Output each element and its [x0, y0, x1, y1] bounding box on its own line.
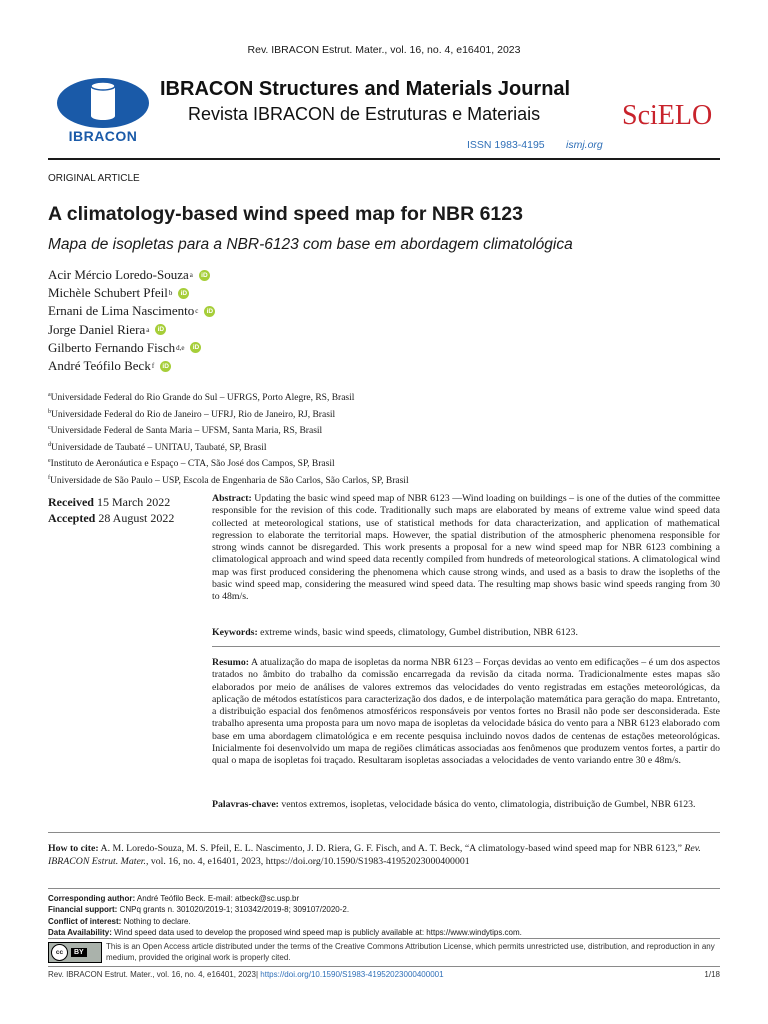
affiliation-text: Universidade Federal do Rio de Janeiro – UFRJ, Rio de Janeiro, RJ, Brasil — [51, 409, 336, 420]
author-affiliation-mark: a — [146, 325, 150, 334]
keywords-text: extreme winds, basic wind speeds, climatology, Gumbel distribution, NBR 6123. — [260, 627, 578, 638]
accepted-label: Accepted — [48, 511, 96, 525]
author-affiliation-mark: f — [151, 362, 155, 371]
license-text: This is an Open Access article distributed under the terms of the Creative Commons Attribution License, which permits unrestricted use, distribution, and reproduction in any medium, provided the original work is properly cited. — [106, 942, 715, 962]
author-name: Jorge Daniel Riera — [48, 321, 146, 337]
how-to-cite-journal: Rev. IBRACON Estrut. Mater. — [48, 843, 701, 867]
issn: ISSN 1983-4195 — [467, 139, 545, 151]
abstract-label: Abstract: — [212, 493, 252, 504]
palavras-chave-label: Palavras-chave: — [212, 799, 279, 810]
article-subtitle: Mapa de isopletas para a NBR-6123 com base em abordagem climatológica — [48, 236, 573, 253]
orcid-icon[interactable]: iD — [190, 342, 201, 353]
affiliation — [48, 472, 409, 489]
orcid-icon[interactable]: iD — [204, 306, 215, 317]
affiliation-list — [48, 389, 409, 488]
palavras-chave — [212, 799, 720, 811]
received-value: 15 March 2022 — [96, 495, 171, 509]
author-list — [48, 266, 215, 375]
orcid-icon[interactable]: iD — [178, 288, 189, 299]
author-affiliation-mark: a — [189, 271, 193, 279]
journal-subtitle: Revista IBRACON de Estruturas e Materiais — [188, 104, 541, 124]
page-number: 1/18 — [704, 970, 720, 979]
conflict-of-interest — [48, 916, 720, 927]
how-to-cite — [48, 843, 720, 868]
resumo-label: Resumo: — [212, 657, 250, 668]
affiliation-mark: a — [48, 392, 51, 398]
meta-label: Conflict of interest: — [48, 916, 122, 926]
affiliation-text: Instituto de Aeronáutica e Espaço – CTA, São José dos Campos, SP, Brasil — [50, 459, 335, 469]
author — [48, 339, 215, 357]
affiliation-text: Universidade de Taubaté – UNITAU, Taubaté, SP, Brasil — [51, 442, 267, 453]
by-icon: BY — [71, 948, 87, 957]
cc-by-license-icon[interactable] — [48, 942, 102, 963]
abstract-text: Updating the basic wind speed map of NBR 6123 —Wind loading on buildings – is one of the duties of the committee responsible for the revision of this code. Traditionally such maps are elaborated by means of extreme value wind speed data collected at meteorological stations, use of statistical methods for data characterization, and application of mathematical regression to elaborate the territorial maps. However, the spatial distribution of the atmospheric phenomena responsible for strong winds cannot be disregarded. This work presents a proposal for a new wind speed map for NBR 6123 combining a climatological approach and wind speed data recently compiled from hundreds of meteorological stations. A climatological wind map was first produced considering the phenomena which cause strong winds, and used as a basis to draw the isopleths of the basic wind speed map, considering the measured wind speed data. The resulting map shows basic wind speeds ranging from 30 to 48m/s. — [212, 493, 720, 603]
author-name: André Teófilo Beck — [48, 358, 151, 374]
author-name: Ernani de Lima Nascimento — [48, 303, 195, 319]
affiliation — [48, 389, 409, 406]
footer-journal-ref: Rev. IBRACON Estrut. Mater., vol. 16, no. 4, e16401, 2023| — [48, 970, 259, 979]
article-meta — [48, 893, 720, 938]
affiliation-text: Universidade de São Paulo – USP, Escola de Engenharia de São Carlos, São Carlos, SP, Brasil — [50, 475, 409, 486]
meta-text: André Teófilo Beck. E-mail: atbeck@sc.usp.br — [136, 894, 300, 903]
author-name: Acir Mércio Loredo-Souza — [48, 267, 189, 282]
meta-text: Nothing to declare. — [123, 916, 191, 926]
resumo-text: A atualização do mapa de isopletas da norma NBR 6123 – Forças devidas ao vento em edificações – é um dos aspectos tratados no âmbito do trabalho da comissão encarregada da revisão da citada norma. Tradicionalmente estes mapas são elaborados por meio de análises de valores extremos das velocidades do vento registradas em estações meteorológicas, da aplicação de métodos estatísticos para caracterização dos dados, e de interpolação matemática para geração do mapa. Entretanto, a distribuição espacial dos fenômenos atmosféricos responsáveis por ventos fortes no Brasil não pode ser desconsiderada. Este trabalho apresenta uma proposta para um novo mapa de isopletas da velocidade básica do vento para a NBR 6123 elaborado com base em uma abordagem climatológica e em recente pesquisa incluindo novos dados de centenas de estações meteorológicas. Inicialmente foi desenvolvido um mapa de regiões climáticas associadas aos fenômenos que produzem ventos fortes, a partir do qual o mapa de isopletas foi traçado. Resultaram isopletas associadas a velocidades de vento variando entre 30 e 48m/s. — [212, 657, 720, 767]
keywords-label: Keywords: — [212, 627, 258, 638]
affiliation-mark: e — [48, 458, 51, 464]
accepted-value: 28 August 2022 — [98, 511, 175, 525]
author-name: Michèle Schubert Pfeil — [48, 285, 168, 301]
affiliation — [48, 406, 409, 423]
meta-text: CNPq grants n. 301020/2019-1; 310342/2019-8; 309107/2020-2. — [119, 905, 350, 915]
received-label: Received — [48, 495, 94, 509]
resumo — [212, 657, 720, 768]
financial-support — [48, 904, 720, 915]
author-affiliation-mark: c — [195, 307, 199, 316]
abstract-divider — [212, 646, 720, 647]
affiliation-mark: d — [48, 441, 51, 448]
affiliation-mark: f — [48, 474, 50, 481]
accepted-date — [48, 510, 174, 526]
affiliation — [48, 455, 409, 472]
how-to-cite-label: How to cite: — [48, 843, 99, 854]
article-type: ORIGINAL ARTICLE — [48, 173, 140, 184]
citation-divider — [48, 832, 720, 833]
page-footer — [48, 970, 720, 979]
corresponding-author — [48, 893, 720, 904]
ibracon-logo-icon — [56, 76, 150, 128]
ibracon-logo — [56, 76, 150, 146]
affiliation-mark: c — [48, 425, 51, 431]
footer-doi-link[interactable]: https://doi.org/10.1590/S1983-41952023000400001 — [260, 970, 444, 979]
meta-label: Corresponding author: — [48, 894, 136, 903]
received-date — [48, 494, 174, 510]
orcid-icon[interactable]: iD — [155, 324, 166, 335]
footer-divider — [48, 966, 720, 967]
affiliation — [48, 439, 409, 456]
author — [48, 266, 215, 284]
meta-text: Wind speed data used to develop the proposed wind speed map is publicly available at: https://www.windytips.com. — [114, 927, 522, 937]
running-header: Rev. IBRACON Estrut. Mater., vol. 16, no. 4, e16401, 2023 — [247, 44, 521, 56]
author — [48, 302, 215, 320]
data-availability — [48, 927, 720, 938]
author — [48, 284, 215, 302]
header-divider — [48, 158, 720, 160]
author — [48, 321, 215, 339]
scielo-logo: SciELO — [622, 100, 713, 131]
meta-label: Data Availability: — [48, 927, 112, 937]
affiliation-text: Universidade Federal do Rio Grande do Sul – UFRGS, Porto Alegre, RS, Brasil — [50, 393, 355, 403]
meta-label: Financial support: — [48, 905, 118, 915]
ibracon-logo-text: IBRACON — [68, 128, 138, 144]
author-affiliation-mark: b — [168, 289, 173, 298]
orcid-icon[interactable]: iD — [160, 361, 171, 372]
palavras-chave-text: ventos extremos, isopletas, velocidade básica do vento, climatologia, distribuição de Gumbel, NBR 6123. — [281, 799, 696, 810]
article-dates — [48, 494, 174, 526]
journal-title: IBRACON Structures and Materials Journal — [160, 78, 571, 100]
abstract — [212, 493, 720, 604]
affiliation-text: Universidade Federal de Santa Maria – UFSM, Santa Maria, RS, Brasil — [50, 426, 323, 436]
article-title: A climatology-based wind speed map for NBR 6123 — [48, 203, 523, 225]
author-affiliation-mark: d,e — [176, 343, 185, 352]
author — [48, 357, 215, 375]
affiliation-mark: b — [48, 408, 51, 415]
how-to-cite-authors: A. M. Loredo-Souza, M. S. Pfeil, E. L. Nascimento, J. D. Riera, G. F. Fisch, and A. T. Beck, “A climatology-based wind speed map for NBR 6123,” — [100, 843, 682, 854]
cc-icon: cc — [51, 944, 68, 961]
author-name: Gilberto Fernando Fisch — [48, 339, 176, 355]
orcid-icon[interactable]: iD — [199, 270, 210, 281]
journal-site-link[interactable]: ismj.org — [566, 139, 603, 151]
meta-divider — [48, 888, 720, 889]
license-divider — [48, 938, 720, 939]
keywords — [212, 627, 720, 639]
affiliation — [48, 422, 409, 439]
how-to-cite-details: , vol. 16, no. 4, e16401, 2023, https://doi.org/10.1590/S1983-41952023000400001 — [145, 855, 470, 867]
